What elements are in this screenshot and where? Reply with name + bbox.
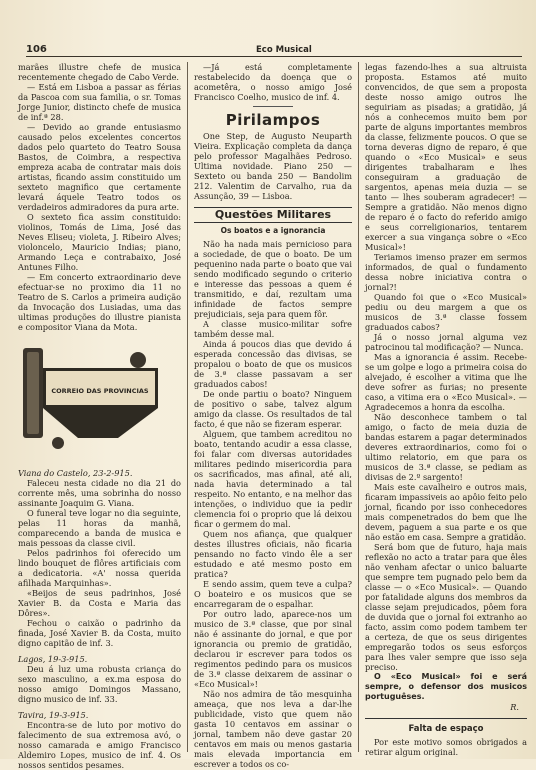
column-2 (194, 62, 352, 769)
paragraph: A classe musico-militar sofre também desse mal. (194, 319, 352, 339)
paragraph: Deu á luz uma robusta criança do sexo masculino, a ex.ma esposa do nosso amigo Domingos Massano, digno musico de inf. 33. (18, 664, 181, 704)
page-header (26, 44, 522, 57)
publication-title: Eco Musical (256, 45, 312, 55)
paragraph: Quem nos afiança, que qualquer destes illustres oficiais, não ficaria pensando no facto vindo êle a ser estudado e até mesmo posto em pratica? (194, 529, 352, 579)
paragraph: Pelos padrinhos foi oferecido um lindo bouquet de flôres artificiais com a dedicatoria. «A' nossa querida afilhada Marquinhas». (18, 548, 181, 588)
dateline: Viana do Castelo, 23-2-915. (18, 468, 133, 478)
column-3 (365, 62, 527, 757)
column-divider (358, 62, 359, 752)
paragraph: E sendo assim, quem teve a culpa? O boateiro e os musicos que se encarregaram de o espalhar. (194, 579, 352, 609)
section-heading-pirilampos: Pirilampos (225, 111, 321, 129)
paragraph: Faleceu nesta cidade no dia 21 do corrente mês, uma sobrinha do nosso assinante Joaquim G. Viana. (18, 478, 181, 508)
paragraph: Não nos admira de tão mesquinha ameaça, que nos leva a dar-lhe publicidade, visto que quem não gasta 10 centavos em assinar o jornal, tambem não deve gastar 20 centavos em mais ou menos gastaria mais elevada importancia em escrever a todos os co- (194, 689, 352, 769)
dateline: Tavira, 19-3-915. (18, 710, 89, 720)
illustration-label: CORREIO DAS PROVINCIAS (51, 387, 149, 395)
column-divider (187, 62, 188, 752)
paragraph: Quando foi que o «Eco Musical» pediu ou deu margem a que os musicos de 3.ª classe fossem graduados cabos? (365, 292, 527, 332)
correio-provincias-illustration (18, 338, 168, 456)
paragraph: Ainda á poucos dias que devido á esperada concessão das divisas, se propalou o boato de que os musicos de 3.ª classe passavam a ser graduados cabos! (194, 339, 352, 389)
separator (253, 106, 293, 107)
signature: R. (510, 702, 519, 712)
paragraph: Não desconhece tambem o tal amigo, o facto de meia duzia de bandas estarem a pagar determinados deveres extraordinarios, como foi o ultimo relatorio, em que para os musicos de 3.ª classe, se pediam as divisas de 2.º sargento! (365, 412, 527, 482)
paragraph: O sexteto fica assim constituido: violinos, Tomás de Lima, José das Neves Eliseu; violeta, J. Ribeiro Alves; violoncelo, Mauricio Indias; piano, Armando Leça e contrabaixo, José Antunes Filho. (18, 212, 181, 272)
column-1 (18, 62, 181, 770)
paragraph: —Já está completamente restabelecido da doença que o acometêra, o nosso amigo José Francisco Coelho, musico de inf. 4. (194, 62, 352, 102)
paragraph: Não ha nada mais pernicioso para a sociedade, de que o boato. De um pequenino nada parte o boato que vai sendo modificado segundo o criterio e interesse das pessoas a quem é transmitido, e daí, rezultam uma infinidade de factos sempre prejudiciais, seja para quem fôr. (194, 239, 352, 319)
paragraph: Encontra-se de luto por motivo do falecimento de sua extremosa avó, o nosso camarada e amigo Francisco Aldemiro Lopes, musico de inf. 4. Os nossos sentidos pesames. (18, 720, 181, 770)
section-heading-questoes-militares: Questões Militares (194, 207, 352, 223)
paragraph: Teriamos imenso prazer em sermos informados, de qual o fundamento dessa nobre iniciativa contra o jornal?! (365, 252, 527, 292)
paragraph: Por este motivo somos obrigados a retirar algum original. (365, 737, 527, 757)
paragraph: Mas a ignorancia é assim. Recebe-se um golpe e logo a primeira coisa do alvejado, é escolher a vitima que lhe deve sofrer as furias; no presente caso, a vitima era o «Eco Musical». — Agradecemos a honra da escolha. (365, 352, 527, 412)
paragraph: Mais este cavalheiro e outros mais, ficaram impassiveis ao apôio feito pelo jornal, ficando por isso conhecedores mais compenetrados do bem que lhe devem, paguem a sua parte e os que não estão em casa. Sempre a gratidão. (365, 482, 527, 542)
paragraph: Será bom que de futuro, haja mais reflexão no acto a tratar para que êles não venham afectar o unico baluarte que sempre tem pugnado pelo bem da classe — o «Eco Musical». — Quando por fatalidade alguns dos membros da classe sejam prejudicados, pôem fora de duvida que o jornal foi extranho ao facto, assim como podem tambem ter a certeza, de que os seus dirigentes empregarão todos os seus esforços para lhes valer sempre que isso seja preciso. (365, 542, 527, 672)
paragraph: Por outro lado, aparece-nos um musico de 3.ª classe, que por sinal não é assinante do jornal, e que por ignorancia ou premio de gratidão, declarou ir escrever para todos os regimentos pedindo para os musicos de 3.ª classe deixarem de assinar o «Eco Musical»! (194, 609, 352, 689)
article-subheading: Os boatos e a ignorancia (220, 226, 326, 235)
paragraph: «Beijos de seus padrinhos, José Xavier B. da Costa e Maria das Dôres». (18, 588, 181, 618)
dateline: Lagos, 19-3-915. (18, 654, 88, 664)
section-heading-falta-de-espaco: Falta de espaço (365, 718, 527, 734)
page-number: 106 (26, 44, 47, 55)
paragraph: One Step, de Augusto Neuparth Vieira. Explicação completa da dança pelo professor Magalhães Pedroso. Ultima novidade. Piano 250 — Sexteto ou banda 250 — Bandolim 212. Valentim de Carvalho, rua da Assunção, 39 — Lisboa. (194, 131, 352, 201)
paragraph: Alguem, que tambem acreditou no boato, tentando acudir a essa classe, foi falar com diversas autoridades militares pedindo misericordia para os sacrificados, mas afinal, até ali, nada havia determinado a tal respeito. No entanto, e na melhor das intenções, o individuo que ia pedir clemencia foi o proprio que lá deixou ficar o germem do mal. (194, 429, 352, 529)
paragraph: legas fazendo-lhes a sua altruista proposta. Estamos até muito convencidos, de que sem a proposta deste nosso amigo outros lhe seguiriam as pisadas; a gratidão, já nós a conhecemos muito bem por parte de alguns importantes membros da classe, felizmente poucos. O que se torna deveras digno de reparo, é que quando o «Eco Musical» e seus dirigentes trabalharam e lhes conseguiram a graduação de sargentos, apenas meia duzia — se tanto — lhes souberam agradecer! — Sempre a gratidão. Não menos digno de reparo é o facto do referido amigo e seus correligionarios, tentarem exercer a sua vingança sobre o «Eco Musical»! (365, 62, 527, 252)
paragraph: — Devido ao grande entusiasmo causado pelos excelentes concertos dados pelo quarteto do Teatro Sousa Bastos, de Coimbra, a respectiva empreza acaba de contratar mais dois artistas, ficando assim constituido um sexteto magnifico que certamente levará áquele Teatro todos os verdadeiros admiradores da pura arte. (18, 122, 181, 212)
paragraph: — Está em Lisboa a passar as férias da Pascoa com sua familia, o sr. Tomas Jorge Junior, distincto chefe de musica de inf.ª 28. (18, 82, 181, 122)
paragraph: Já o nosso jornal alguma vez patrocinou tal modificação? — Nunca. (365, 332, 527, 352)
paragraph: O funeral teve logar no dia seguinte, pelas 11 horas da manhã, comparecendo a banda de musica e mais pessoas da classe civil. (18, 508, 181, 548)
paragraph: Fechou o caixão o padrinho da finada, José Xavier B. da Costa, muito digno capitão de inf. 3. (18, 618, 181, 648)
paragraph: marães illustre chefe de musica recentemente chegado de Cabo Verde. (18, 62, 181, 82)
paragraph: — Em concerto extraordinario deve efectuar-se no proximo dia 11 no Teatro de S. Carlos a primeira audição da Invocação dos Lusiadas, uma das ultimas produções do illustre pianista e compositor Viana da Mota. (18, 272, 181, 332)
bold-statement: O «Eco Musical» foi e será sempre, o defensor dos musicos portuguêses. (365, 672, 527, 701)
paragraph: De onde partiu o boato? Ninguem de positivo o sabe, talvez algum amigo da classe. Os resultados de tal facto, é que não se fizeram esperar. (194, 389, 352, 429)
